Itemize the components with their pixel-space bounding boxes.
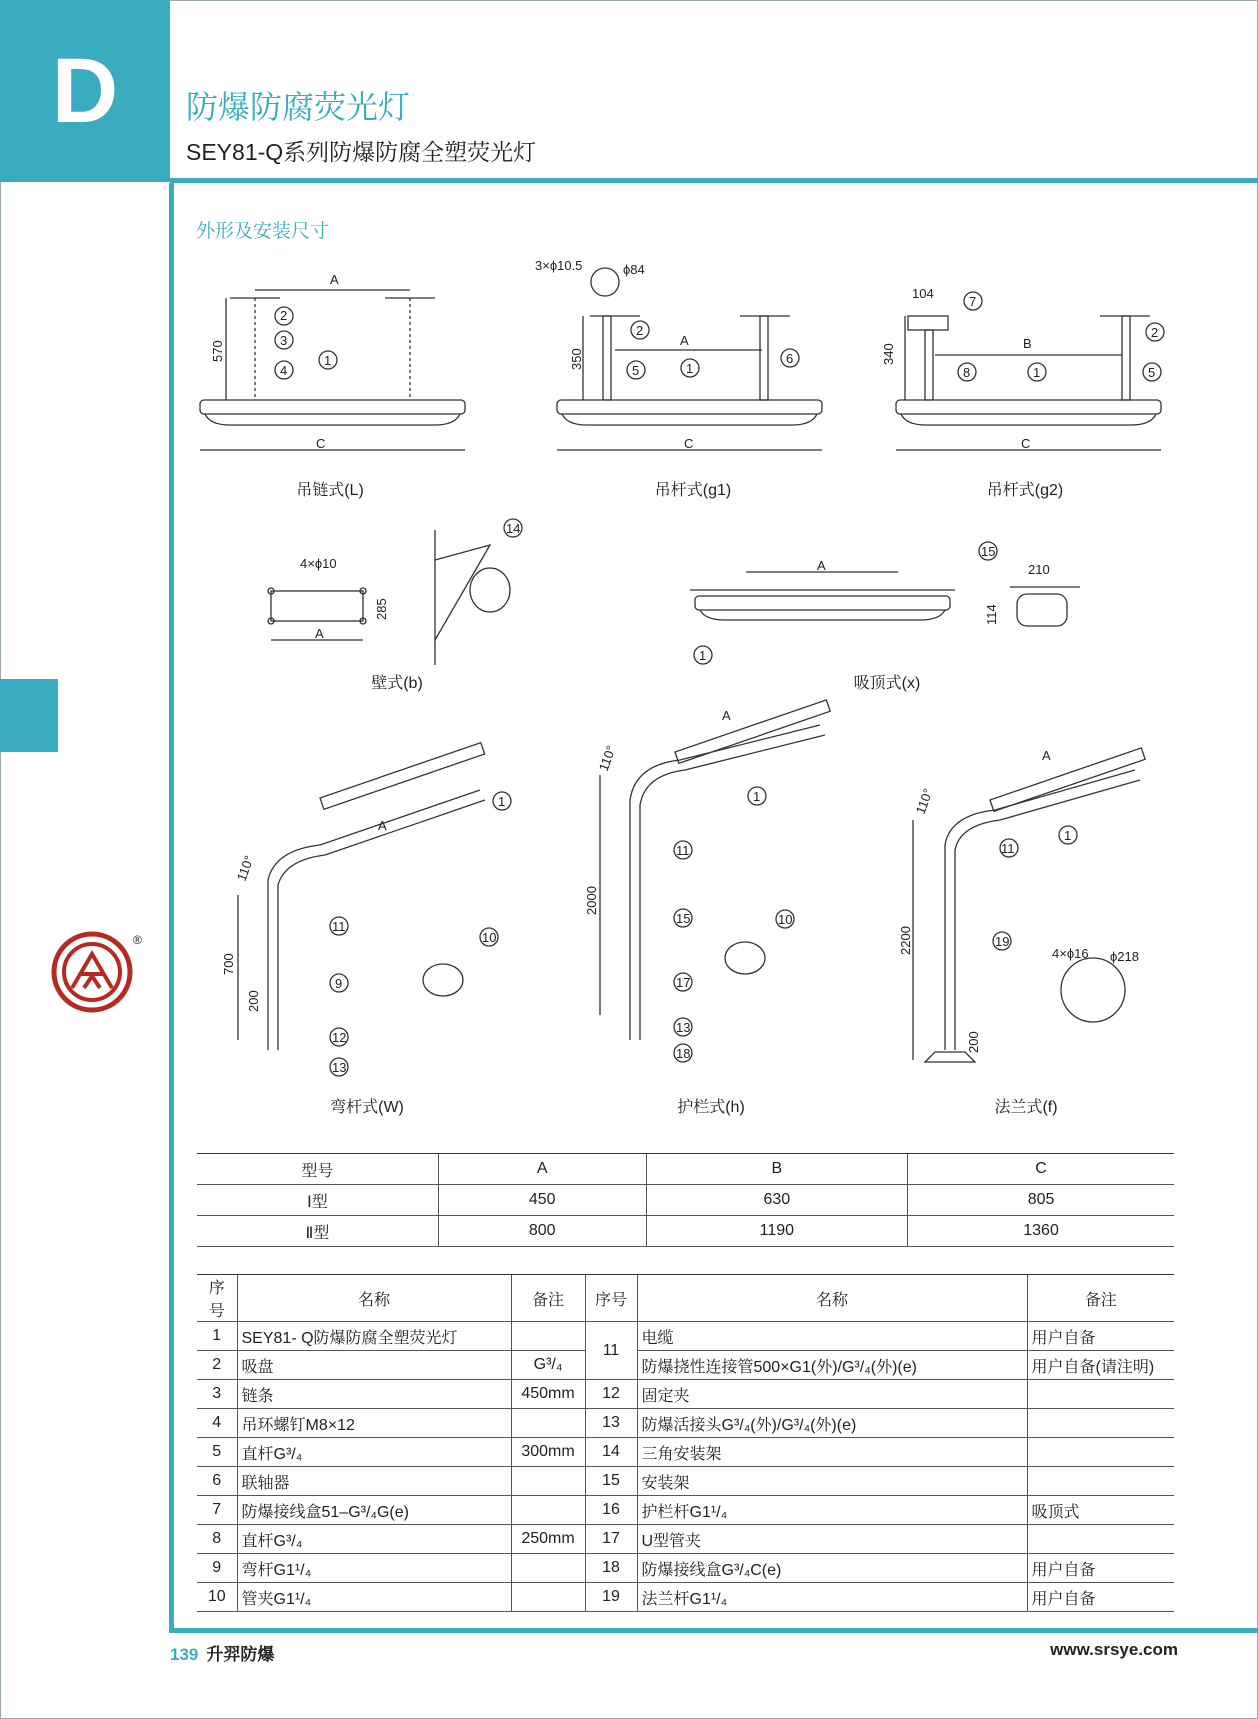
brand-name: 升羿防爆 (206, 1645, 275, 1664)
svg-text:1: 1 (686, 361, 694, 376)
svg-text:6: 6 (786, 351, 794, 366)
page-subtitle: SEY81-Q系列防爆防腐全塑荧光灯 (186, 139, 537, 165)
svg-text:15: 15 (676, 911, 691, 926)
svg-text:1: 1 (753, 789, 761, 804)
svg-text:114: 114 (984, 604, 999, 625)
page-number: 139 (170, 1645, 199, 1664)
svg-text:13: 13 (332, 1060, 347, 1075)
table-row: 4 吊环螺钉M8×12 13 防爆活接头G³/₄(外)/G³/₄(外)(e) (197, 1409, 1174, 1438)
svg-text:11: 11 (676, 843, 690, 858)
svg-text:110°: 110° (595, 743, 619, 774)
figure-ceiling (690, 542, 1080, 664)
svg-text:3×ϕ10.5: 3×ϕ10.5 (535, 258, 583, 273)
svg-text:1: 1 (699, 648, 707, 663)
caption-flange: 法兰式(f) (994, 1099, 1058, 1116)
svg-text:C: C (684, 436, 694, 451)
table-row: Ⅰ型 450 630 805 (197, 1185, 1174, 1216)
figure-chain-mount (200, 290, 465, 450)
svg-text:3: 3 (280, 333, 288, 348)
table-header: 序号 名称 备注 序号 名称 备注 (197, 1275, 1174, 1322)
svg-text:110°: 110° (912, 786, 936, 817)
svg-text:2: 2 (1151, 325, 1159, 340)
table-row: 9 弯杆G1¹/₄ 18 防爆接线盒G³/₄C(e) 用户自备 (197, 1554, 1174, 1583)
svg-text:285: 285 (374, 598, 389, 620)
figure-flange (913, 748, 1145, 1062)
table-row: 5 直杆G³/₄ 300mm 14 三角安装架 (197, 1438, 1174, 1467)
svg-text:2200: 2200 (898, 926, 913, 955)
svg-text:700: 700 (221, 953, 236, 975)
svg-text:110°: 110° (233, 853, 257, 884)
svg-text:1: 1 (1033, 365, 1041, 380)
svg-text:350: 350 (569, 348, 584, 370)
svg-text:1: 1 (1064, 828, 1072, 843)
website-url: www.srsye.com (1050, 1640, 1178, 1659)
caption-ceiling: 吸顶式(x) (853, 675, 921, 692)
svg-text:1: 1 (498, 794, 506, 809)
svg-text:A: A (378, 818, 387, 833)
svg-text:11: 11 (1001, 841, 1015, 856)
caption-chain: 吊链式(L) (296, 482, 364, 499)
page-title: 防爆防腐荧光灯 (186, 89, 411, 125)
svg-text:2000: 2000 (584, 886, 599, 915)
registered-mark: ® (133, 933, 142, 947)
svg-text:17: 17 (676, 975, 691, 990)
svg-text:5: 5 (1148, 365, 1156, 380)
table-header: 型号 A B C (197, 1154, 1174, 1185)
svg-text:C: C (1021, 436, 1031, 451)
svg-text:14: 14 (506, 521, 521, 536)
svg-text:A: A (1042, 748, 1051, 763)
figure-rod-g2 (896, 292, 1164, 450)
table-row: 3 链条 450mm 12 固定夹 (197, 1380, 1174, 1409)
svg-text:19: 19 (995, 934, 1010, 949)
svg-text:12: 12 (332, 1030, 347, 1045)
table-row: Ⅱ型 800 1190 1360 (197, 1216, 1174, 1247)
svg-text:C: C (316, 436, 326, 451)
dimensions-table (197, 1153, 1174, 1247)
caption-g2: 吊杆式(g2) (986, 482, 1064, 499)
dim-label: A (330, 272, 339, 287)
caption-g1: 吊杆式(g1) (654, 482, 732, 499)
footer-brand (170, 1640, 274, 1665)
section-title: 外形及安装尺寸 (196, 221, 330, 242)
svg-text:340: 340 (881, 343, 896, 365)
table-row: 10 管夹G1¹/₄ 19 法兰杆G1¹/₄ 用户自备 (197, 1583, 1174, 1612)
svg-text:11: 11 (332, 919, 346, 934)
svg-text:210: 210 (1028, 562, 1050, 577)
svg-text:A: A (817, 558, 826, 573)
section-tab: D (0, 0, 170, 182)
company-logo (50, 930, 134, 1014)
svg-text:ϕ218: ϕ218 (1110, 949, 1139, 964)
svg-text:104: 104 (912, 286, 934, 301)
svg-text:200: 200 (246, 990, 261, 1012)
svg-text:A: A (680, 333, 689, 348)
svg-text:18: 18 (676, 1046, 691, 1061)
svg-text:4×ϕ10: 4×ϕ10 (300, 556, 337, 571)
svg-text:570: 570 (210, 340, 225, 362)
svg-text:5: 5 (632, 363, 640, 378)
table-row: 2 吸盘 G³/₄ 防爆挠性连接管500×G1(外)/G³/₄(外)(e) 用户自备(请注明) (197, 1351, 1174, 1380)
svg-text:4×ϕ16: 4×ϕ16 (1052, 946, 1089, 961)
svg-text:15: 15 (981, 544, 996, 559)
table-row: 1 SEY81- Q防爆防腐全塑荧光灯 11 电缆 用户自备 (197, 1322, 1174, 1351)
caption-wall: 壁式(b) (371, 675, 423, 692)
svg-text:1: 1 (324, 353, 332, 368)
svg-text:B: B (1023, 336, 1032, 351)
svg-text:8: 8 (963, 365, 971, 380)
svg-text:10: 10 (482, 930, 497, 945)
svg-text:10: 10 (778, 912, 793, 927)
table-row: 6 联轴器 15 安装架 (197, 1467, 1174, 1496)
svg-text:9: 9 (335, 976, 343, 991)
svg-text:200: 200 (966, 1031, 981, 1053)
svg-text:2: 2 (636, 323, 644, 338)
svg-text:ϕ84: ϕ84 (623, 262, 645, 277)
figure-bent-pole (238, 743, 511, 1076)
figure-wall (268, 519, 522, 665)
svg-text:7: 7 (969, 294, 977, 309)
table-row: 7 防爆接线盒51–G³/₄G(e) 16 护栏杆G1¹/₄ 吸顶式 (197, 1496, 1174, 1525)
table-row: 8 直杆G³/₄ 250mm 17 U型管夹 (197, 1525, 1174, 1554)
svg-text:A: A (315, 626, 324, 641)
figure-railing (600, 700, 830, 1062)
svg-text:A: A (722, 708, 731, 723)
caption-railing: 护栏式(h) (677, 1099, 745, 1116)
svg-text:13: 13 (676, 1020, 691, 1035)
figure-rod-g1 (557, 268, 822, 450)
caption-bent: 弯杆式(W) (330, 1099, 404, 1116)
svg-text:4: 4 (280, 363, 288, 378)
parts-table (197, 1274, 1174, 1612)
svg-text:2: 2 (280, 308, 288, 323)
bottom-rule (169, 1628, 1258, 1633)
